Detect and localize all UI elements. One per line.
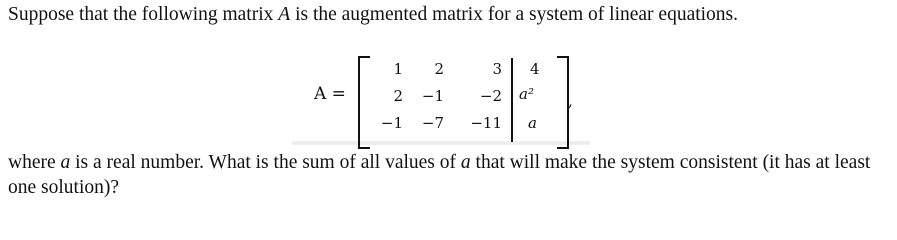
matrix-cell: −1 [421, 87, 444, 105]
matrix-cell: 1 [393, 60, 403, 78]
matrix-cell: −11 [470, 114, 502, 132]
matrix-cell: 3 [492, 60, 502, 78]
parameter-variable: a [60, 152, 71, 173]
matrix-cell: −1 [380, 114, 403, 132]
matrix-cell: 2 [434, 60, 444, 78]
augmentation-divider [511, 58, 513, 142]
body-text-end: that will make the system consistent (it has at least one solution)? [8, 152, 871, 198]
body-text-middle: is a real number. What is the sum of all values of [70, 152, 461, 173]
matrix-cell-augmented: a [528, 114, 537, 132]
matrix-cell: 2 [393, 87, 403, 105]
intro-text-end: is the augmented matrix for a system of linear equations. [290, 4, 739, 25]
question-body [8, 150, 893, 200]
body-text-start: where [8, 152, 61, 173]
matrix-label: A = [314, 84, 346, 104]
matrix-cell: −2 [479, 87, 502, 105]
matrix-cell-augmented: 4 [530, 60, 540, 78]
intro-text-start: Suppose that the following matrix [8, 4, 279, 25]
trailing-comma: , [568, 92, 573, 110]
matrix-cell-augmented: a² [519, 85, 534, 103]
matrix-cell: −7 [421, 114, 444, 132]
matrix-variable: A [278, 4, 291, 25]
parameter-variable-2: a [460, 152, 471, 173]
